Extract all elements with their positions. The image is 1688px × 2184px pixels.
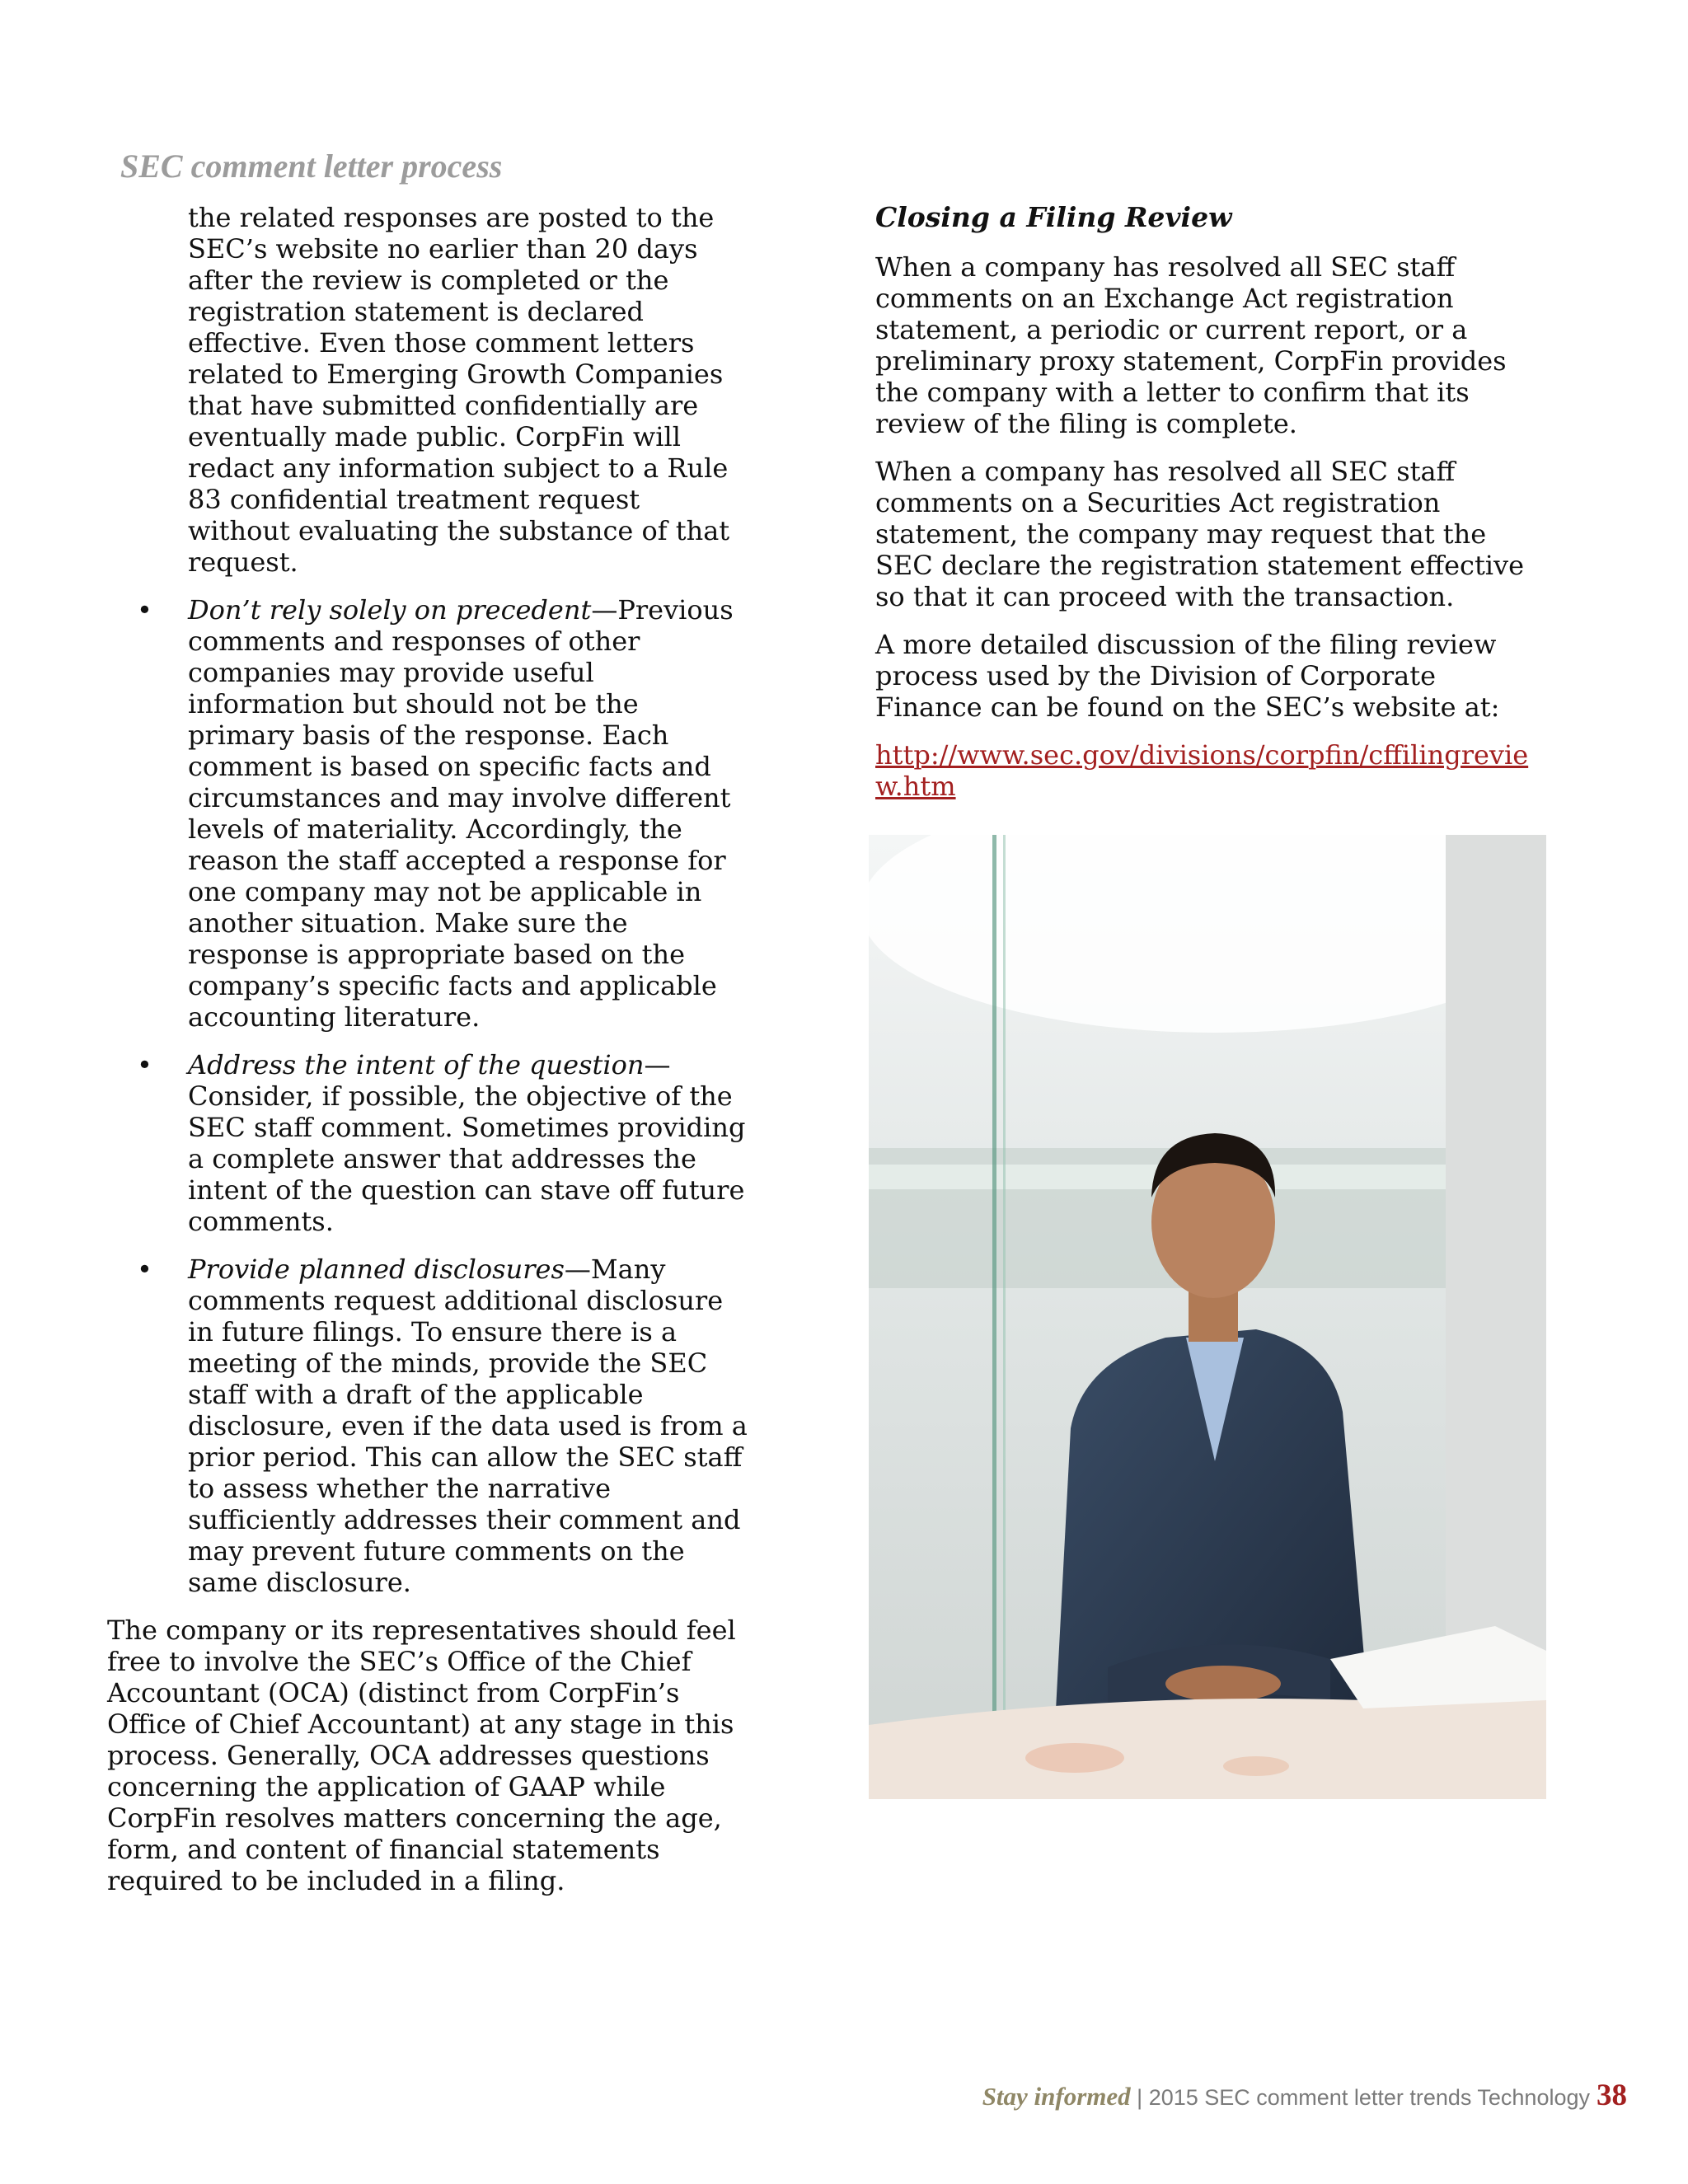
left-column xyxy=(107,202,750,1913)
bullet-lead: Provide planned disclosures xyxy=(188,1254,565,1285)
intro-paragraph: the related responses are posted to the SEC’s website no earlier than 20 days after the review is completed or the registration statement is declared effective. Even those comment letters related to Emerging Growth Companies that have submitted confidentially are eventually made public. CorpFin will redact any information subject to a Rule 83 confidential treatment request without evaluating the substance of that request. xyxy=(188,202,730,578)
bullet-text: —Previous comments and responses of other companies may provide useful information but should not be the primary basis of the response. Each comment is based on specific facts and circumstances and may involve different levels of materiality. Accordingly, the reason the staff accepted a response for one company may not be applicable in another situation. Make sure the response is appropriate based on the company’s specific facts and applicable accounting literature. xyxy=(188,594,734,1033)
businessman-photo xyxy=(869,835,1546,1799)
closing-paragraph: The company or its representatives should feel free to involve the SEC’s Office of the Chief Accountant (OCA) (distinct from CorpFin’s Office of Chief Accountant) at any stage in this process. Generally, OCA addresses questions concerning the application of GAAP while CorpFin resolves matters concerning the age, form, and content of financial statements required to be included in a filing. xyxy=(107,1615,736,1896)
footer-description: 2015 SEC comment letter trends Technology xyxy=(1148,2085,1590,2110)
tips-list xyxy=(107,594,750,1598)
list-item xyxy=(107,1049,750,1237)
closing-review-heading: Closing a Filing Review xyxy=(875,201,1232,233)
bullet-lead: Don’t rely solely on precedent xyxy=(188,594,592,626)
footer-brand: Stay informed xyxy=(982,2082,1131,2111)
bullet-icon: • xyxy=(137,594,152,626)
section-title: SEC comment letter process xyxy=(120,148,503,185)
bullet-text: —Consider, if possible, the objective of the SEC staff comment. Sometimes providing a complete answer that addresses the intent of the question can stave off future comments. xyxy=(188,1049,746,1237)
sec-filing-review-link[interactable]: http://www.sec.gov/divisions/corpfin/cffilingreview.htm xyxy=(875,739,1529,802)
right-column xyxy=(875,202,1535,818)
body-paragraph: A more detailed discussion of the filing review process used by the Division of Corporate Finance can be found on the SEC’s website at: xyxy=(875,629,1500,723)
page-number: 38 xyxy=(1597,2079,1627,2112)
body-paragraph: When a company has resolved all SEC staff comments on a Securities Act registration statement, the company may request that the SEC declare the registration statement effective so that it can proceed with the transaction. xyxy=(875,456,1525,612)
bullet-icon: • xyxy=(137,1049,152,1080)
bullet-lead: Address the intent of the question xyxy=(188,1049,645,1080)
photo-illustration xyxy=(869,835,1546,1799)
bullet-icon: • xyxy=(137,1254,152,1285)
body-paragraph: When a company has resolved all SEC staff comments on an Exchange Act registration statement, a periodic or current report, or a preliminary proxy statement, CorpFin provides the company with a letter to confirm that its review of the filing is complete. xyxy=(875,251,1507,439)
list-item xyxy=(107,1254,750,1598)
page-footer xyxy=(982,2078,1627,2113)
list-item xyxy=(107,594,750,1033)
bullet-text: —Many comments request additional disclosure in future filings. To ensure there is a meeting of the minds, provide the SEC staff with a draft of the applicable disclosure, even if the data used is from a prior period. This can allow the SEC staff to assess whether the narrative sufficiently addresses their comment and may prevent future comments on the same disclosure. xyxy=(188,1254,748,1598)
footer-separator: | xyxy=(1130,2085,1149,2110)
